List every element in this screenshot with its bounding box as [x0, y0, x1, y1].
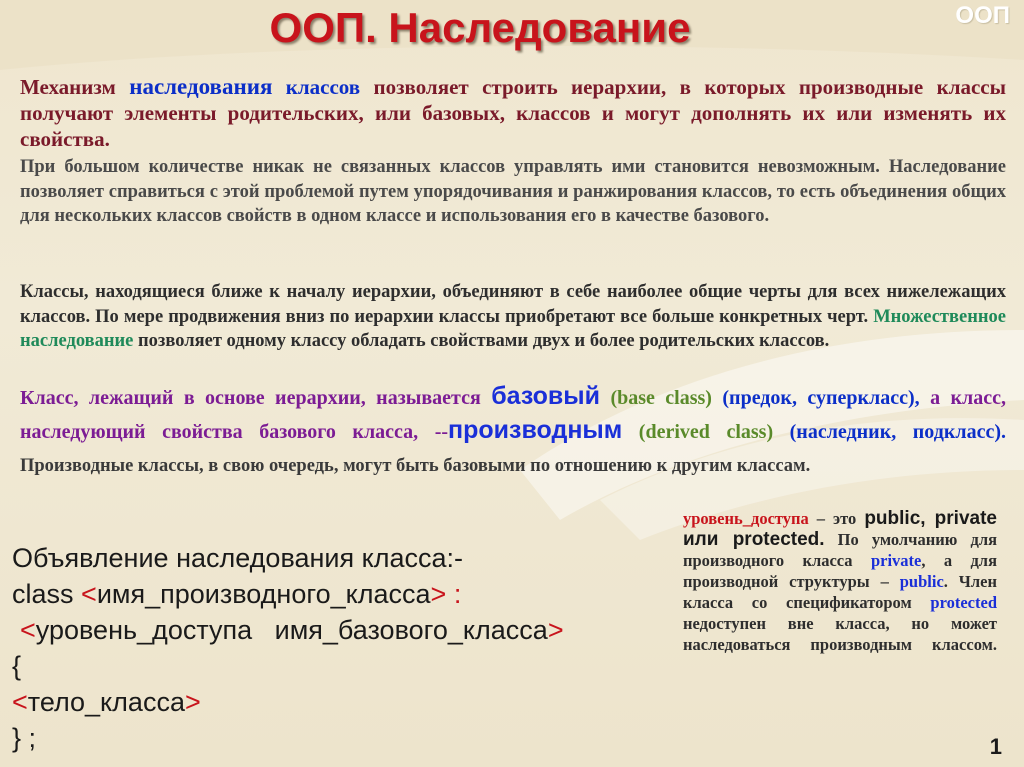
paragraph-base-derived	[20, 380, 1006, 482]
page-title: ООП. Наследование	[269, 4, 691, 51]
note-public: public	[899, 572, 944, 591]
derived-class-name: имя_производного_класса	[96, 579, 431, 609]
declaration-block	[12, 540, 672, 756]
p1-text-a: Механизм	[20, 75, 130, 99]
paragraph-problem	[20, 155, 1006, 229]
p1-text-d: позволяет строить иерархии, в которых производные классы получают элементы родительских, или базовых, классов и могут дополнять их или изменять их свойства.	[20, 75, 1007, 151]
angle-open: <	[12, 687, 28, 717]
declaration-heading: Объявление наследования класса:-	[12, 543, 464, 573]
angle-open: <	[20, 615, 36, 645]
note-text-d: По умолчанию для производного класса	[683, 530, 997, 570]
note-text-f: , а для производной структуры –	[683, 551, 997, 591]
colon: :	[446, 579, 462, 609]
paragraph-mechanism	[20, 74, 1006, 152]
page-number: 1	[989, 734, 1002, 759]
declaration-line-access	[12, 612, 672, 648]
angle-close: >	[547, 615, 564, 645]
note-text-j: недоступен вне класса, но может наследоваться производным классом.	[683, 614, 997, 654]
note-text-h: . Член класса со спецификатором	[683, 572, 998, 612]
declaration-brace-close: } ;	[12, 723, 37, 753]
p4-term-base: базовый	[491, 382, 601, 410]
corner-label: ООП	[955, 2, 1010, 29]
p4-text-a: Класс, лежащий в основе иерархии, называется	[20, 387, 492, 409]
note-protected: protected	[930, 593, 997, 612]
p4-text-i: Производные классы, в свою очередь, могут быть базовыми по отношению к другим классам.	[20, 456, 811, 476]
angle-close: >	[184, 687, 201, 717]
keyword-class: class	[12, 579, 82, 609]
p4-term-derived: производным	[448, 416, 623, 444]
p3-term-multiple-inheritance: Множественное наследование	[20, 306, 1006, 351]
paragraph-hierarchy	[20, 280, 1006, 354]
p4-term-descendant: (наследник, подкласс).	[789, 421, 1006, 443]
p4-term-ancestor: (предок, суперкласс),	[722, 387, 920, 409]
p3-text-a: Классы, находящиеся ближе к началу иерархии, объединяют в себе наиболее общие черты для всех нижележащих классов. По мере продвижения вниз по иерархии классы приобретают все больше конкретных черт.	[20, 282, 1006, 327]
angle-open: <	[81, 579, 97, 609]
class-body: тело_класса	[27, 687, 185, 717]
access-level-note	[683, 508, 997, 655]
p1-term-classes: классов	[272, 75, 361, 99]
declaration-line-body	[12, 684, 672, 720]
access-and-base-name: уровень_доступа имя_базового_класса	[35, 615, 548, 645]
note-access-level: уровень_доступа	[683, 509, 809, 528]
p3-text-c: позволяет одному классу обладать свойствами двух и более родительских классов.	[133, 331, 830, 351]
declaration-line-class	[12, 576, 672, 612]
note-private: private	[870, 551, 922, 570]
p1-term-inheritance: наследования	[129, 74, 273, 99]
note-access-values: public, private или protected.	[683, 508, 997, 550]
angle-close: >	[430, 579, 447, 609]
declaration-brace-open: {	[12, 651, 22, 681]
p2-text: При большом количестве никак не связанных классов управлять ими становится невозможным. Наследование позволяет справиться с этой проблемой путем упорядочивания и ранжирования классов, то есть объединения общих для нескольких классов свойств в одном классе и использования его в качестве базового.	[20, 157, 1006, 226]
p4-term-base-class: (base class)	[600, 387, 723, 409]
p4-term-derived-class: (derived class)	[622, 421, 790, 443]
p4-text-e: а класс, наследующий свойства базового класса, --	[20, 387, 1007, 443]
note-text-b: – это	[808, 509, 865, 528]
